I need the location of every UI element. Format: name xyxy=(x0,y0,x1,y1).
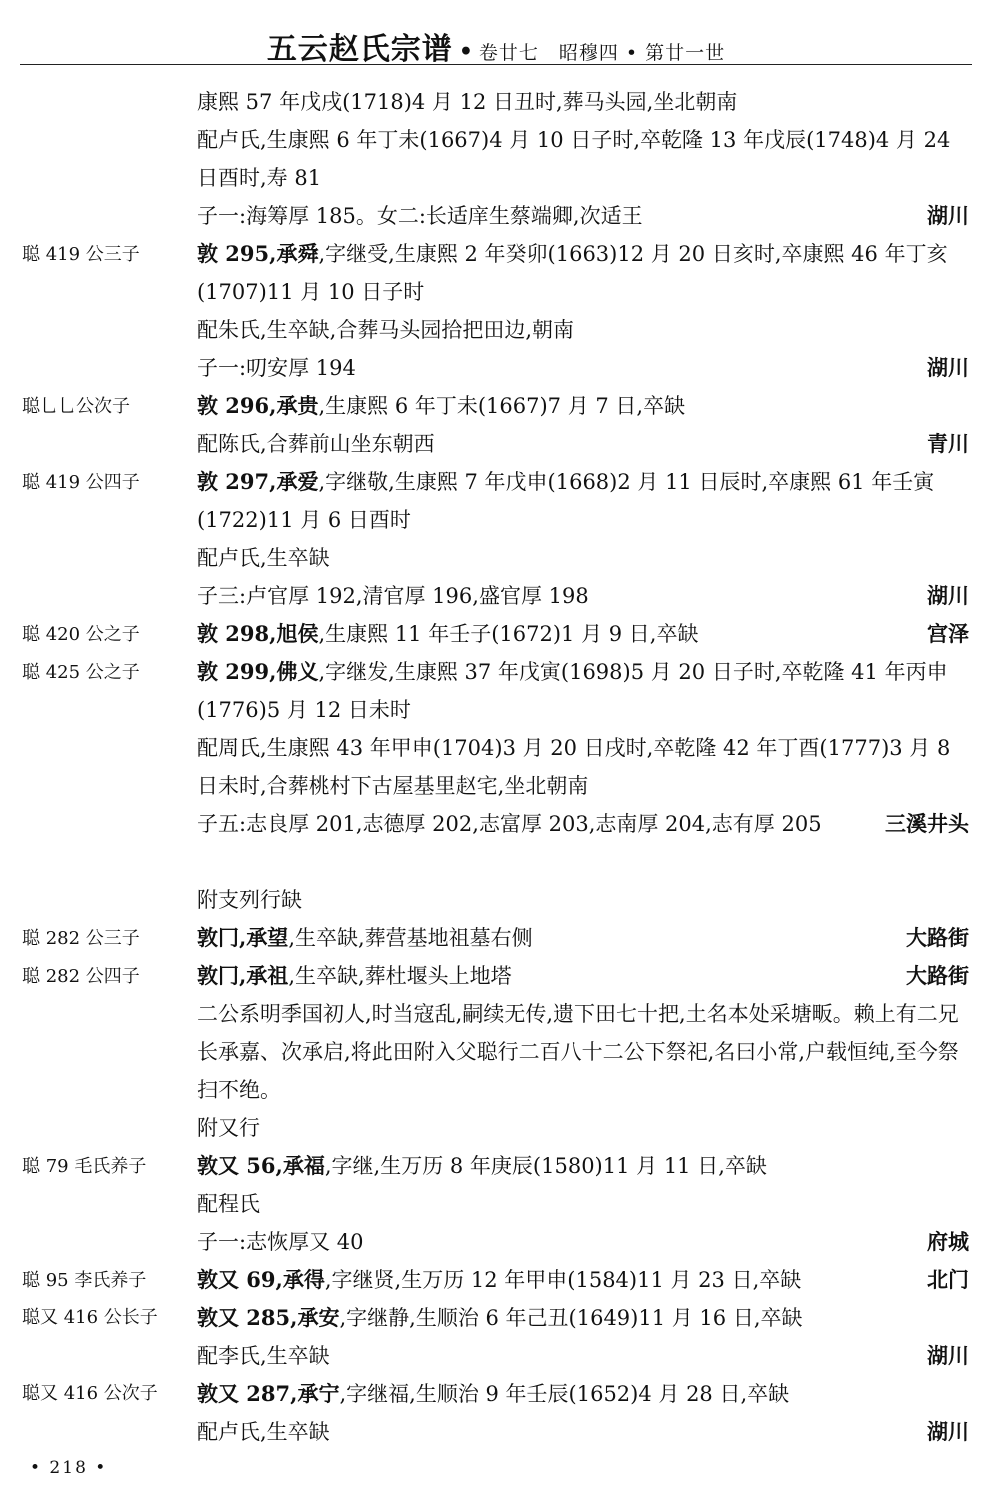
lineage-label: 聪 419 公四子 xyxy=(22,472,140,493)
person-name: 敦又 56,承福 xyxy=(197,1153,325,1178)
entry-text xyxy=(197,1375,969,1413)
entry-text xyxy=(197,729,969,805)
entry-row xyxy=(0,121,992,197)
entry-details: 子一:海筹厚 185。女二:长适庠生蔡端卿,次适王 xyxy=(197,204,643,228)
entry-text xyxy=(197,425,969,463)
page-header xyxy=(0,24,992,68)
lineage-label: 聪 79 毛氏养子 xyxy=(22,1156,147,1177)
entry-details: 配卢氏,生卒缺 xyxy=(197,546,330,570)
residence-place: 大路街 xyxy=(906,964,969,988)
entry-details: 子五:志良厚 201,志德厚 202,志富厚 203,志南厚 204,志有厚 205 xyxy=(197,812,822,836)
entry-row xyxy=(0,1337,992,1375)
entry-details: 子三:卢官厚 192,清官厚 196,盛官厚 198 xyxy=(197,584,589,608)
entry-row xyxy=(0,349,992,387)
residence-place: 湖川 xyxy=(927,356,969,380)
entry-row xyxy=(0,235,992,311)
entry-details: ,字继发,生康熙 37 年戊寅(1698)5 月 20 日子时,卒乾隆 41 年丙申(1776)5 月 12 日未时 xyxy=(197,660,948,722)
entry-details: 配周氏,生康熙 43 年甲申(1704)3 月 20 日戌时,卒乾隆 42 年丁酉(1777)3 月 8 日未时,合葬桃村下古屋基里赵宅,坐北朝南 xyxy=(197,736,951,798)
entry-text xyxy=(197,539,969,577)
entry-details: 配李氏,生卒缺 xyxy=(197,1344,330,1368)
entry-details: ,字继福,生顺治 9 年壬辰(1652)4 月 28 日,卒缺 xyxy=(339,1382,790,1406)
entry-text xyxy=(197,235,969,311)
entry-row xyxy=(0,311,992,349)
entry-row xyxy=(0,1413,992,1451)
entry-row xyxy=(0,1109,992,1147)
entry-details: 配卢氏,生卒缺 xyxy=(197,1420,330,1444)
entry-details: 附又行 xyxy=(197,1116,260,1140)
residence-place: 府城 xyxy=(927,1230,969,1254)
entry-row xyxy=(0,463,992,539)
entry-row xyxy=(0,1185,992,1223)
entry-details: 子一:叨安厚 194 xyxy=(197,356,356,380)
lineage-label: 聪 282 公四子 xyxy=(22,966,140,987)
person-name: 敦冂,承望 xyxy=(197,925,289,950)
entry-text xyxy=(197,1337,969,1375)
lineage-label: 聪乚乚公次子 xyxy=(22,396,130,417)
entry-details: ,生康熙 6 年丁未(1667)7 月 7 日,卒缺 xyxy=(318,394,686,418)
entry-row xyxy=(0,957,992,995)
entry-text xyxy=(197,121,969,197)
residence-place: 青川 xyxy=(927,432,969,456)
entry-text xyxy=(197,83,969,121)
entry-text xyxy=(197,957,969,995)
entry-row xyxy=(0,1375,992,1413)
person-name: 敦 297,承爱 xyxy=(197,469,319,494)
residence-place: 湖川 xyxy=(927,1344,969,1368)
entry-row xyxy=(0,577,992,615)
lineage-label: 聪 425 公之子 xyxy=(22,662,140,683)
entry-details: ,生卒缺,葬杜堰头上地塔 xyxy=(288,964,512,988)
entry-text xyxy=(197,653,969,729)
entry-text xyxy=(197,1109,969,1147)
entry-text xyxy=(197,349,969,387)
entry-details: 子一:志恢厚又 40 xyxy=(197,1230,364,1254)
header-rule xyxy=(20,64,972,65)
entry-details: ,生康熙 11 年壬子(1672)1 月 9 日,卒缺 xyxy=(318,622,699,646)
entry-details: ,生卒缺,葬营基地祖墓右侧 xyxy=(288,926,533,950)
person-name: 敦 299,佛义 xyxy=(197,659,319,684)
entry-details: 配陈氏,合葬前山坐东朝西 xyxy=(197,432,435,456)
entry-text xyxy=(197,995,969,1109)
entry-details: ,字继受,生康熙 2 年癸卯(1663)12 月 20 日亥时,卒康熙 46 年丁亥(1707)11 月 10 日子时 xyxy=(197,242,948,304)
section-subtitle: 卷廿七 昭穆四 • 第廿一世 xyxy=(478,42,726,64)
residence-place: 大路街 xyxy=(906,926,969,950)
entry-text xyxy=(197,881,969,919)
entry-details: 康熙 57 年戊戌(1718)4 月 12 日丑时,葬马头园,坐北朝南 xyxy=(197,90,738,114)
entry-details: ,字继贤,生万历 12 年甲申(1584)11 月 23 日,卒缺 xyxy=(324,1268,802,1292)
entry-row xyxy=(0,539,992,577)
entry-row xyxy=(0,1223,992,1261)
entry-text xyxy=(197,387,969,425)
entry-text xyxy=(197,1413,969,1451)
entry-text xyxy=(197,919,969,957)
residence-place: 湖川 xyxy=(927,204,969,228)
entry-text xyxy=(197,1147,969,1185)
entry-details: 附支列行缺 xyxy=(197,888,302,912)
person-name: 敦 298,旭侯 xyxy=(197,621,319,646)
entry-text xyxy=(197,1185,969,1223)
lineage-label: 聪 419 公三子 xyxy=(22,244,140,265)
title-separator: • xyxy=(458,39,473,65)
entry-details: ,字继静,生顺治 6 年己丑(1649)11 月 16 日,卒缺 xyxy=(339,1306,803,1330)
entry-text xyxy=(197,1299,969,1337)
entry-row xyxy=(0,197,992,235)
residence-place: 湖川 xyxy=(927,1420,969,1444)
genealogy-entries xyxy=(0,83,992,1451)
entry-row xyxy=(0,1261,992,1299)
lineage-label: 聪又 416 公长子 xyxy=(22,1307,158,1328)
page-number: • 218 • xyxy=(30,1458,108,1478)
entry-row xyxy=(0,805,992,843)
entry-text xyxy=(197,1223,969,1261)
entry-text xyxy=(197,311,969,349)
entry-row xyxy=(0,1299,992,1337)
residence-place: 湖川 xyxy=(927,584,969,608)
person-name: 敦冂,承祖 xyxy=(197,963,289,988)
entry-row xyxy=(0,1147,992,1185)
entry-row xyxy=(0,919,992,957)
entry-row xyxy=(0,995,992,1109)
lineage-label: 聪 420 公之子 xyxy=(22,624,140,645)
person-name: 敦又 285,承安 xyxy=(197,1305,340,1330)
entry-row xyxy=(0,387,992,425)
person-name: 敦 296,承贵 xyxy=(197,393,319,418)
entry-row xyxy=(0,83,992,121)
person-name: 敦又 69,承得 xyxy=(197,1267,325,1292)
blank-line xyxy=(0,843,992,881)
residence-place: 宫泽 xyxy=(927,622,969,646)
entry-details: ,字继,生万历 8 年庚辰(1580)11 月 11 日,卒缺 xyxy=(324,1154,767,1178)
entry-details: 配卢氏,生康熙 6 年丁未(1667)4 月 10 日子时,卒乾隆 13 年戊辰(1748)4 月 24 日酉时,寿 81 xyxy=(197,128,951,190)
entry-text xyxy=(197,463,969,539)
lineage-label: 聪 282 公三子 xyxy=(22,928,140,949)
entry-details: 配朱氏,生卒缺,合葬马头园拾把田边,朝南 xyxy=(197,318,575,342)
lineage-label: 聪 95 李氏养子 xyxy=(22,1270,147,1291)
entry-text xyxy=(197,197,969,235)
entry-details: 配程氏 xyxy=(197,1192,260,1216)
residence-place: 北门 xyxy=(927,1268,969,1292)
entry-text xyxy=(197,577,969,615)
entry-details: ,字继敬,生康熙 7 年戊申(1668)2 月 11 日辰时,卒康熙 61 年壬寅(1722)11 月 6 日酉时 xyxy=(197,470,935,532)
entry-row xyxy=(0,881,992,919)
entry-row xyxy=(0,425,992,463)
lineage-label: 聪又 416 公次子 xyxy=(22,1383,158,1404)
person-name: 敦又 287,承宁 xyxy=(197,1381,340,1406)
book-title: 五云赵氏宗谱 xyxy=(266,32,453,67)
residence-place: 三溪井头 xyxy=(885,812,969,836)
entry-details: 二公系明季国初人,时当寇乱,嗣续无传,遗下田七十把,土名本处采塘畈。赖上有二兄长承嘉、次承启,将此田附入父聪行二百八十二公下祭祀,名曰小常,户载恒纯,至今祭扫不绝。 xyxy=(197,1002,959,1102)
entry-text xyxy=(197,615,969,653)
person-name: 敦 295,承舜 xyxy=(197,241,319,266)
entry-row xyxy=(0,615,992,653)
entry-text xyxy=(197,805,969,843)
entry-text xyxy=(197,1261,969,1299)
entry-row xyxy=(0,653,992,729)
entry-row xyxy=(0,729,992,805)
